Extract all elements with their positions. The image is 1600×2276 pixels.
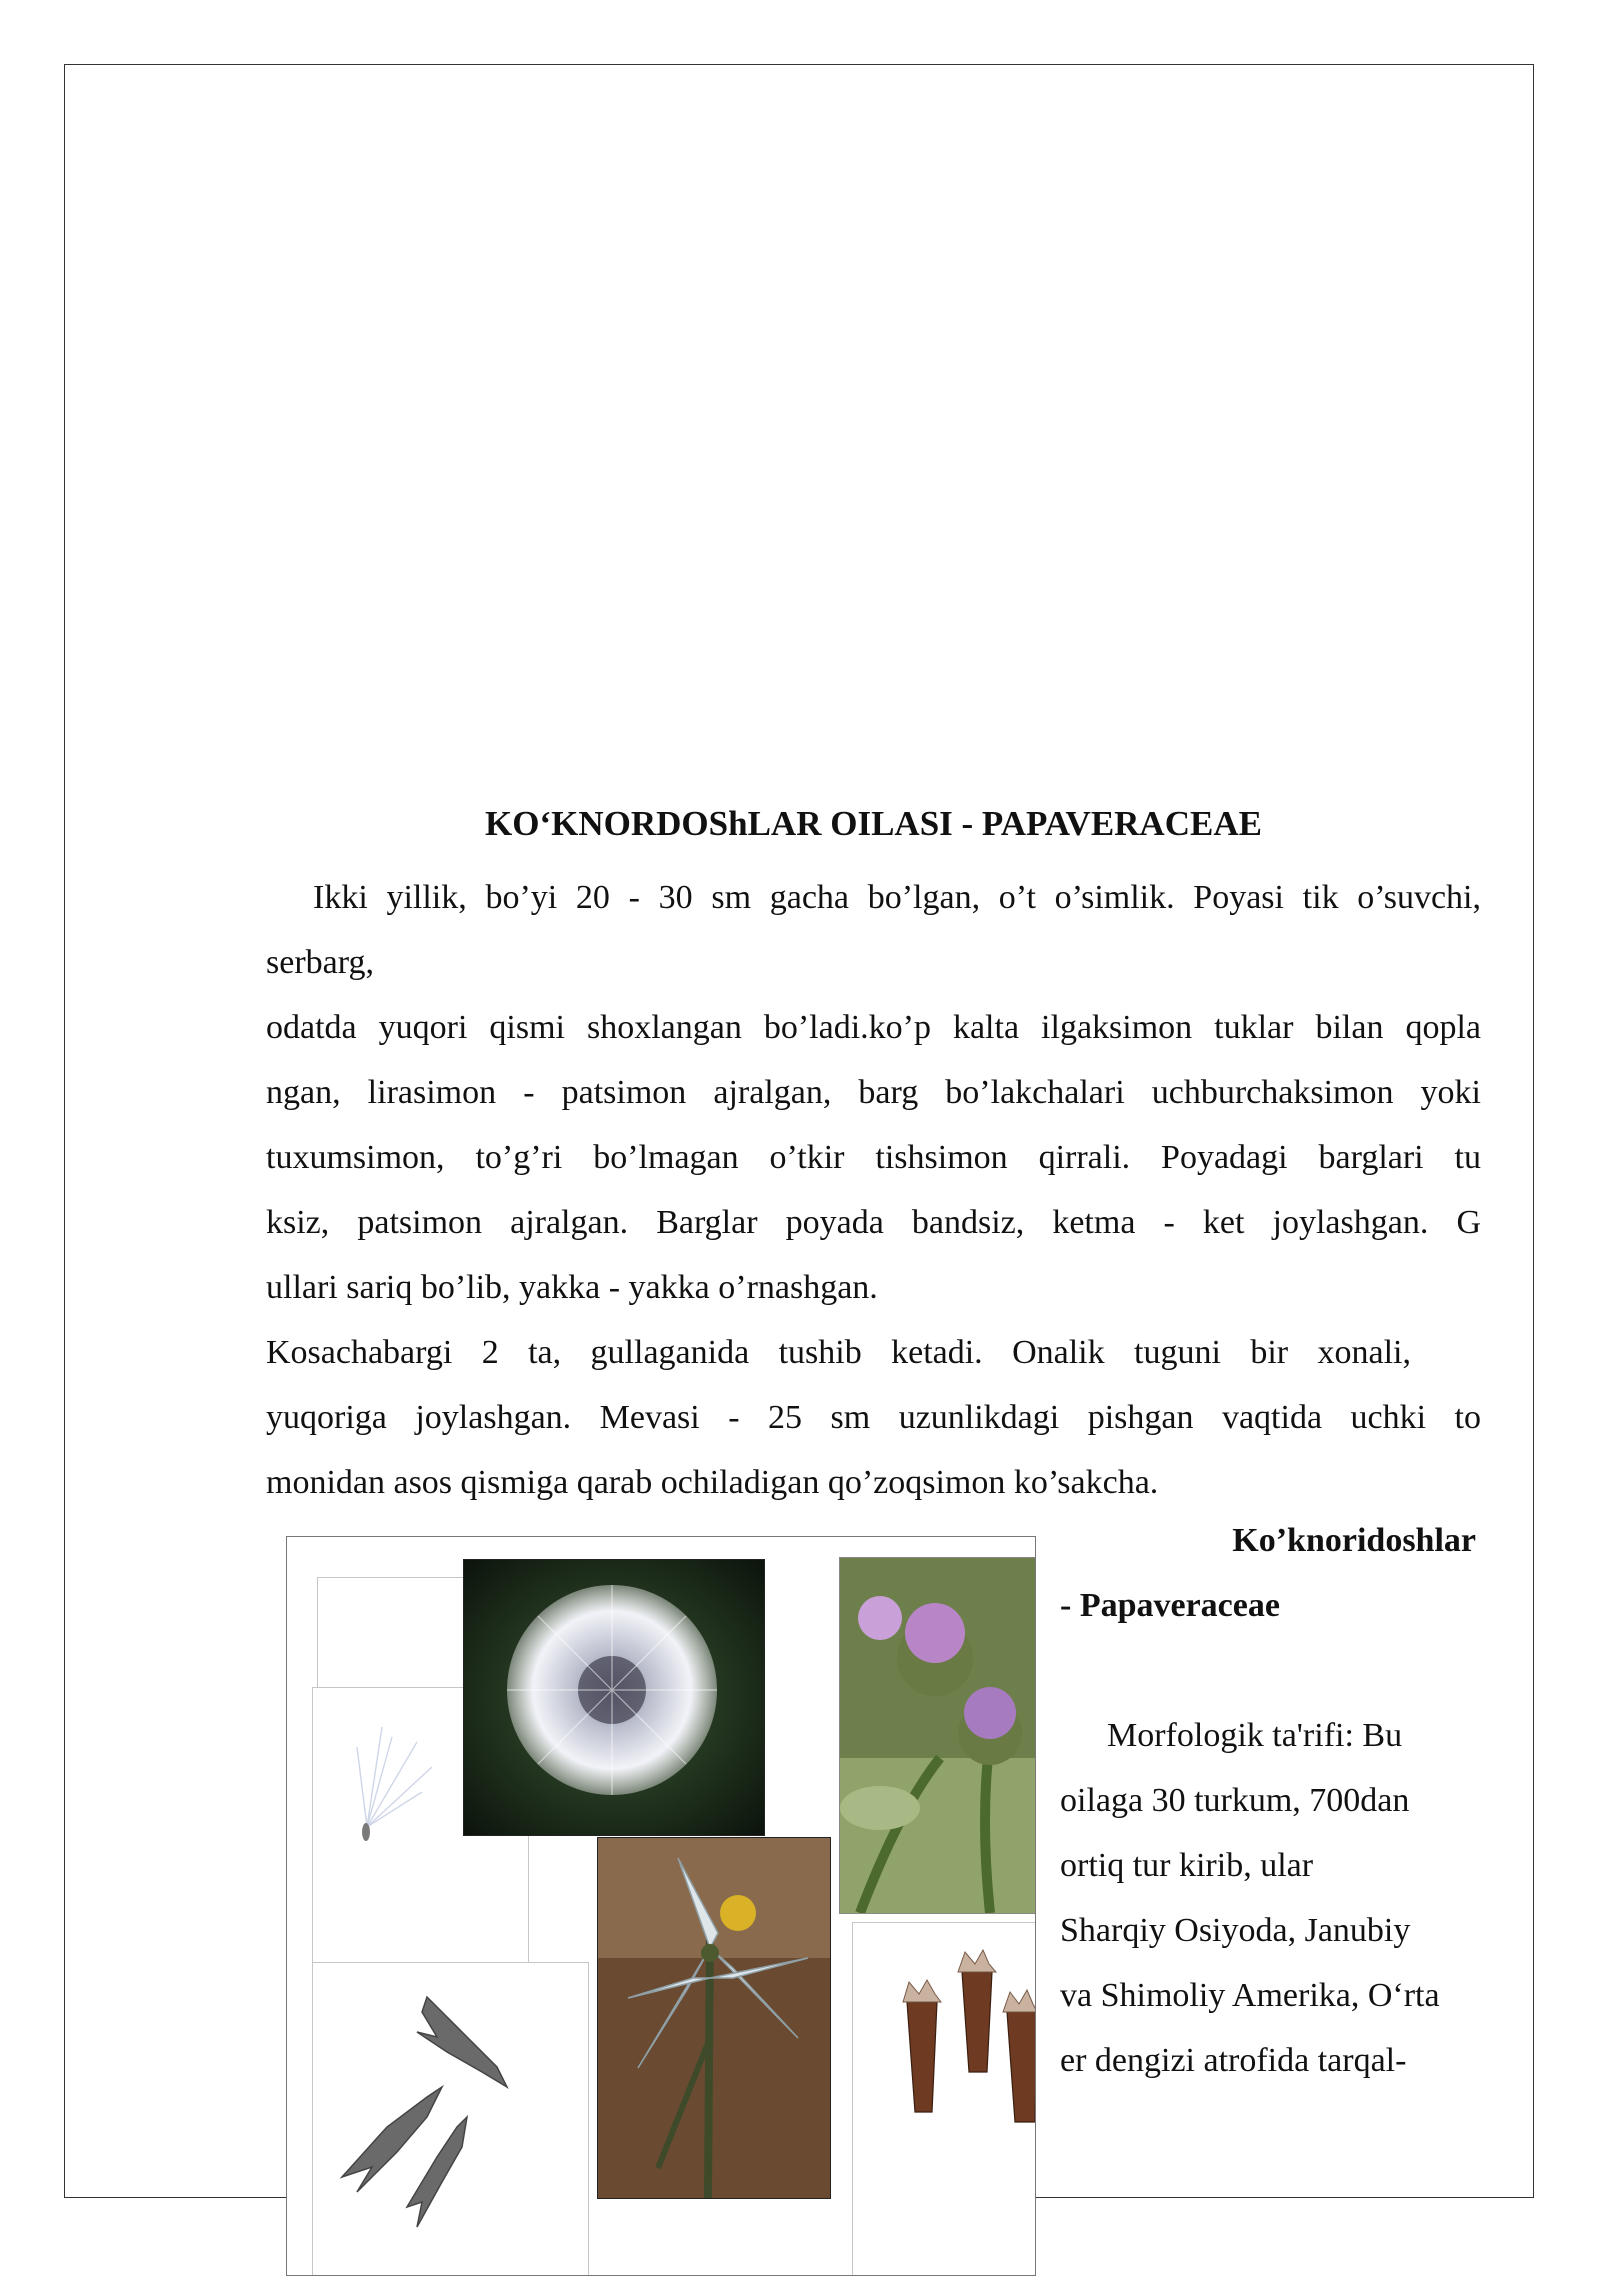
side-text-line: oilaga 30 turkum, 700dan xyxy=(1060,1782,1410,1819)
paragraph-line: ullari sariq bo’lib, yakka - yakka o’rnashgan. xyxy=(266,1269,878,1306)
paragraph-line: ngan, lirasimon - patsimon ajralgan, barg bo’lakchalari uchburchaksimon yoki xyxy=(266,1074,1481,1111)
hooked-seeds-drawing xyxy=(317,1977,577,2267)
side-text-line: ortiq tur kirib, ular xyxy=(1060,1847,1314,1884)
brown-fruits-drawing xyxy=(877,1932,1036,2152)
paragraph-line: serbarg, xyxy=(266,944,374,981)
dandelion-seedhead-photo xyxy=(463,1559,765,1836)
side-text-line: er dengizi atrofida tarqal- xyxy=(1060,2042,1407,2079)
side-column xyxy=(1060,1508,1490,2093)
paragraph-line: Ikki yillik, bo’yi 20 - 30 sm gacha bo’lgan, o’t o’simlik. Poyasi tik o’suvchi, xyxy=(313,879,1481,916)
paragraph-line: Kosachabargi 2 ta, gullaganida tushib ketadi. Onalik tuguni bir xonali, xyxy=(266,1334,1411,1371)
side-text-line: Sharqiy Osiyoda, Janubiy xyxy=(1060,1912,1411,1949)
paragraph-line: yuqoriga joylashgan. Mevasi - 25 sm uzunlikdagi pishgan vaqtida uchki to xyxy=(266,1399,1481,1436)
side-text-line: va Shimoliy Amerika, O‘rta xyxy=(1060,1977,1440,2014)
side-text-line: Morfologik ta'rifi: Bu xyxy=(1107,1717,1403,1754)
plant-illustration-collage xyxy=(286,1536,1036,2276)
thistle-flowers-photo xyxy=(839,1557,1036,1914)
paragraph-line: monidan asos qismiga qarab ochiladigan qo’zoqsimon ko’sakcha. xyxy=(266,1464,1159,1501)
flowering-stem-photo xyxy=(597,1837,831,2199)
side-heading-line: Ko’knoridoshlar xyxy=(1232,1522,1476,1559)
paragraph-line: tuxumsimon, to’g’ri bo’lmagan o’tkir tishsimon qirrali. Poyadagi barglari tu xyxy=(266,1139,1481,1176)
side-heading-line: - Papaveraceae xyxy=(1060,1587,1280,1624)
body-paragraph xyxy=(266,865,1481,1515)
single-seed-drawing xyxy=(322,1697,462,1857)
paragraph-line: ksiz, patsimon ajralgan. Barglar poyada bandsiz, ketma - ket joylashgan. G xyxy=(266,1204,1481,1241)
blank-line xyxy=(1060,1638,1490,1703)
section-title: KO‘KNORDOShLAR OILASI - PAPAVERACEAE xyxy=(485,804,1262,843)
paragraph-line: odatda yuqori qismi shoxlangan bo’ladi.ko’p kalta ilgaksimon tuklar bilan qopla xyxy=(266,1009,1481,1046)
